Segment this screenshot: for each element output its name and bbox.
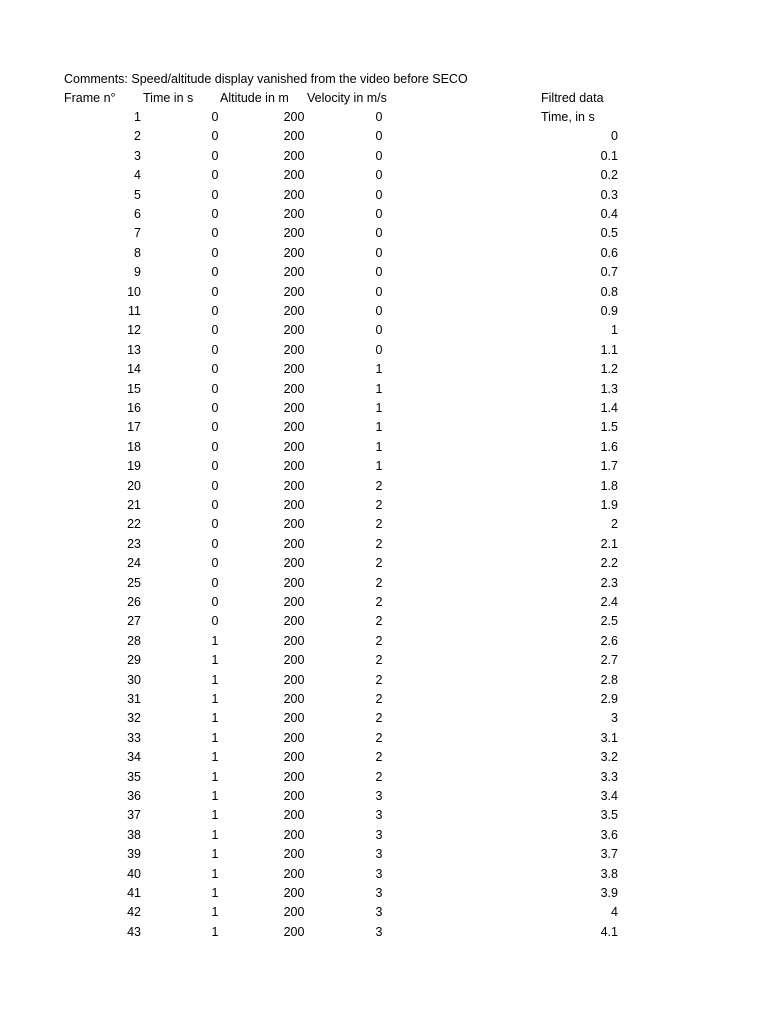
filtered-time-cell: 2 — [611, 517, 618, 532]
table-row — [0, 263, 768, 282]
velocity-cell: 2 — [375, 692, 383, 706]
table-row — [0, 127, 768, 146]
frame-cell: 26 — [127, 595, 141, 609]
velocity-cell: 0 — [375, 129, 383, 144]
table-row — [0, 884, 768, 903]
filtered-time-cell: 0.5 — [600, 226, 618, 241]
altitude-cell: 200 — [283, 575, 305, 590]
time-cell: 0 — [211, 207, 219, 221]
filtered-time-cell: 2.2 — [600, 556, 618, 571]
velocity-cell: 0 — [375, 284, 383, 299]
frame-cell: 11 — [128, 304, 141, 318]
velocity-cell: 0 — [375, 187, 383, 202]
time-cell: 1 — [211, 886, 219, 900]
table-row — [0, 205, 768, 224]
velocity-cell: 0 — [375, 168, 383, 183]
altitude-cell: 200 — [283, 207, 305, 221]
frame-cell: 21 — [127, 498, 141, 512]
velocity-cell: 2 — [375, 730, 383, 745]
time-cell: 0 — [211, 459, 219, 474]
filtered-time-cell: 0.1 — [600, 148, 618, 163]
filtered-time-cell: 0.9 — [600, 304, 618, 318]
altitude-cell: 200 — [283, 284, 305, 299]
filtered-time-cell: 2.6 — [600, 633, 618, 648]
filtered-time-cell: 3.4 — [600, 789, 618, 803]
time-cell: 1 — [211, 730, 219, 745]
altitude-cell: 200 — [283, 866, 305, 881]
table-row — [0, 360, 768, 379]
table-row — [0, 923, 768, 942]
time-cell: 0 — [211, 575, 219, 590]
velocity-cell: 3 — [375, 924, 383, 939]
altitude-cell: 200 — [283, 439, 305, 454]
velocity-cell: 2 — [375, 614, 383, 629]
frame-cell: 2 — [134, 129, 141, 144]
frame-cell: 13 — [127, 342, 141, 357]
velocity-cell: 2 — [375, 672, 383, 687]
frame-cell: 6 — [134, 207, 141, 221]
time-cell: 1 — [211, 827, 219, 842]
table-row — [0, 302, 768, 321]
filtered-time-cell: 1.4 — [600, 401, 618, 415]
header-altitude: Altitude in m — [220, 91, 289, 105]
comment-text: Comments: Speed/altitude display vanished from the video before SECO — [64, 72, 468, 86]
time-cell: 1 — [211, 633, 219, 648]
velocity-cell: 3 — [375, 847, 383, 862]
velocity-cell: 2 — [375, 769, 383, 784]
time-cell: 0 — [211, 168, 219, 183]
table-row — [0, 341, 768, 360]
filtered-time-cell: 1.7 — [600, 459, 618, 474]
frame-cell: 43 — [127, 924, 141, 939]
table-row — [0, 865, 768, 884]
frame-cell: 39 — [127, 847, 141, 862]
table-row — [0, 787, 768, 806]
frame-cell: 42 — [127, 905, 141, 920]
altitude-cell: 200 — [283, 905, 305, 920]
filtered-time-cell: 1.6 — [600, 439, 618, 454]
header-filtered-time: Time, in s — [541, 110, 595, 124]
header-filtered-title: Filtred data — [541, 91, 604, 105]
velocity-cell: 0 — [375, 148, 383, 163]
time-cell: 0 — [211, 614, 219, 629]
frame-cell: 7 — [134, 226, 141, 241]
frame-cell: 20 — [127, 478, 141, 493]
velocity-cell: 2 — [375, 653, 383, 668]
altitude-cell: 200 — [283, 692, 305, 706]
filtered-time-cell: 3.6 — [600, 827, 618, 842]
filtered-time-cell: 2.9 — [600, 692, 618, 706]
time-cell: 1 — [211, 692, 219, 706]
table-row — [0, 729, 768, 748]
altitude-cell: 200 — [283, 633, 305, 648]
table-row — [0, 632, 768, 651]
time-cell: 1 — [211, 769, 219, 784]
time-cell: 0 — [211, 517, 219, 532]
table-row — [0, 477, 768, 496]
time-cell: 0 — [211, 129, 219, 144]
time-cell: 0 — [211, 110, 219, 124]
frame-cell: 41 — [127, 886, 141, 900]
velocity-cell: 2 — [375, 556, 383, 571]
altitude-cell: 200 — [283, 362, 305, 377]
time-cell: 0 — [211, 323, 219, 338]
altitude-cell: 200 — [283, 517, 305, 532]
header-frame: Frame n° — [64, 91, 116, 105]
filtered-time-cell: 0.2 — [600, 168, 618, 183]
altitude-cell: 200 — [283, 245, 305, 260]
velocity-cell: 1 — [375, 420, 383, 435]
table-row — [0, 826, 768, 845]
filtered-time-cell: 3.7 — [600, 847, 618, 862]
filtered-time-cell: 3.2 — [600, 750, 618, 765]
velocity-cell: 1 — [375, 439, 383, 454]
time-cell: 0 — [211, 536, 219, 551]
velocity-cell: 3 — [375, 827, 383, 842]
filtered-time-cell: 0 — [611, 129, 618, 144]
frame-cell: 23 — [127, 536, 141, 551]
frame-cell: 37 — [127, 808, 141, 823]
filtered-time-cell: 0.7 — [600, 265, 618, 280]
time-cell: 0 — [211, 304, 219, 318]
velocity-cell: 2 — [375, 478, 383, 493]
table-row — [0, 612, 768, 631]
velocity-cell: 2 — [375, 575, 383, 590]
velocity-cell: 0 — [375, 207, 383, 221]
altitude-cell: 200 — [283, 711, 305, 726]
filtered-time-cell: 0.3 — [600, 187, 618, 202]
frame-cell: 17 — [127, 420, 141, 435]
frame-cell: 25 — [127, 575, 141, 590]
altitude-cell: 200 — [283, 323, 305, 338]
frame-cell: 14 — [127, 362, 141, 377]
altitude-cell: 200 — [283, 187, 305, 202]
time-cell: 1 — [211, 905, 219, 920]
table-row — [0, 244, 768, 263]
table-row — [0, 321, 768, 340]
time-cell: 0 — [211, 420, 219, 435]
altitude-cell: 200 — [283, 653, 305, 668]
table-row — [0, 574, 768, 593]
frame-cell: 29 — [127, 653, 141, 668]
table-row — [0, 748, 768, 767]
table-row — [0, 593, 768, 612]
table-row — [0, 768, 768, 787]
table-row — [0, 380, 768, 399]
altitude-cell: 200 — [283, 459, 305, 474]
velocity-cell: 3 — [375, 886, 383, 900]
velocity-cell: 2 — [375, 536, 383, 551]
frame-cell: 12 — [127, 323, 141, 338]
time-cell: 1 — [211, 653, 219, 668]
table-row — [0, 147, 768, 166]
altitude-cell: 200 — [283, 148, 305, 163]
velocity-cell: 3 — [375, 789, 383, 803]
filtered-time-cell: 3.9 — [600, 886, 618, 900]
altitude-cell: 200 — [283, 498, 305, 512]
frame-cell: 33 — [127, 730, 141, 745]
time-cell: 0 — [211, 245, 219, 260]
frame-cell: 10 — [127, 284, 141, 299]
time-cell: 0 — [211, 362, 219, 377]
time-cell: 1 — [211, 711, 219, 726]
velocity-cell: 2 — [375, 498, 383, 512]
frame-cell: 18 — [127, 439, 141, 454]
altitude-cell: 200 — [283, 304, 305, 318]
altitude-cell: 200 — [283, 827, 305, 842]
filtered-time-cell: 1 — [611, 323, 618, 338]
time-cell: 0 — [211, 284, 219, 299]
altitude-cell: 200 — [283, 536, 305, 551]
time-cell: 1 — [211, 866, 219, 881]
table-row — [0, 399, 768, 418]
filtered-time-cell: 3 — [611, 711, 618, 726]
table-row — [0, 709, 768, 728]
filtered-time-cell: 1.9 — [600, 498, 618, 512]
time-cell: 0 — [211, 478, 219, 493]
altitude-cell: 200 — [283, 769, 305, 784]
filtered-time-cell: 2.8 — [600, 672, 618, 687]
time-cell: 0 — [211, 381, 219, 396]
table-row — [0, 651, 768, 670]
frame-cell: 28 — [127, 633, 141, 648]
frame-cell: 38 — [127, 827, 141, 842]
velocity-cell: 1 — [375, 401, 383, 415]
filtered-time-cell: 3.8 — [600, 866, 618, 881]
altitude-cell: 200 — [283, 401, 305, 415]
filtered-time-cell: 2.5 — [600, 614, 618, 629]
table-row — [0, 903, 768, 922]
table-row — [0, 166, 768, 185]
velocity-cell: 0 — [375, 342, 383, 357]
time-cell: 1 — [211, 789, 219, 803]
filtered-time-cell: 1.3 — [600, 381, 618, 396]
table-row — [0, 554, 768, 573]
frame-cell: 31 — [127, 692, 141, 706]
altitude-cell: 200 — [283, 226, 305, 241]
time-cell: 0 — [211, 439, 219, 454]
filtered-time-cell: 0.8 — [600, 284, 618, 299]
table-row — [0, 418, 768, 437]
altitude-cell: 200 — [283, 129, 305, 144]
frame-cell: 27 — [127, 614, 141, 629]
filtered-time-cell: 2.7 — [600, 653, 618, 668]
time-cell: 1 — [211, 808, 219, 823]
frame-cell: 32 — [127, 711, 141, 726]
altitude-cell: 200 — [283, 556, 305, 571]
velocity-cell: 1 — [375, 362, 383, 377]
velocity-cell: 0 — [375, 265, 383, 280]
velocity-cell: 2 — [375, 633, 383, 648]
altitude-cell: 200 — [283, 342, 305, 357]
table-row — [0, 535, 768, 554]
frame-cell: 9 — [134, 265, 141, 280]
velocity-cell: 1 — [375, 459, 383, 474]
altitude-cell: 200 — [283, 478, 305, 493]
frame-cell: 15 — [127, 381, 141, 396]
frame-cell: 35 — [127, 769, 141, 784]
filtered-time-cell: 4.1 — [600, 924, 618, 939]
frame-cell: 34 — [127, 750, 141, 765]
altitude-cell: 200 — [283, 595, 305, 609]
time-cell: 0 — [211, 226, 219, 241]
table-row — [0, 186, 768, 205]
velocity-cell: 2 — [375, 595, 383, 609]
table-row — [0, 515, 768, 534]
time-cell: 0 — [211, 187, 219, 202]
filtered-time-cell: 0.4 — [600, 207, 618, 221]
frame-cell: 36 — [127, 789, 141, 803]
filtered-time-cell: 1.5 — [600, 420, 618, 435]
time-cell: 0 — [211, 342, 219, 357]
frame-cell: 30 — [127, 672, 141, 687]
filtered-time-cell: 0.6 — [600, 245, 618, 260]
altitude-cell: 200 — [283, 420, 305, 435]
frame-cell: 22 — [127, 517, 141, 532]
filtered-time-cell: 2.4 — [600, 595, 618, 609]
velocity-cell: 2 — [375, 517, 383, 532]
table-row — [0, 438, 768, 457]
filtered-time-cell: 3.3 — [600, 769, 618, 784]
frame-cell: 8 — [134, 245, 141, 260]
table-row — [0, 806, 768, 825]
velocity-cell: 0 — [375, 245, 383, 260]
velocity-cell: 1 — [375, 381, 383, 396]
frame-cell: 4 — [134, 168, 141, 183]
header-time: Time in s — [143, 91, 194, 105]
altitude-cell: 200 — [283, 730, 305, 745]
table-row — [0, 671, 768, 690]
altitude-cell: 200 — [283, 886, 305, 900]
time-cell: 0 — [211, 148, 219, 163]
altitude-cell: 200 — [283, 265, 305, 280]
frame-cell: 19 — [127, 459, 141, 474]
time-cell: 0 — [211, 401, 219, 415]
velocity-cell: 0 — [375, 110, 383, 124]
filtered-time-cell: 3.5 — [600, 808, 618, 823]
frame-cell: 16 — [127, 401, 141, 415]
table-row — [0, 457, 768, 476]
filtered-time-cell: 2.3 — [600, 575, 618, 590]
table-row — [0, 108, 768, 127]
filtered-time-cell: 2.1 — [600, 536, 618, 551]
time-cell: 1 — [211, 750, 219, 765]
velocity-cell: 2 — [375, 711, 383, 726]
altitude-cell: 200 — [283, 808, 305, 823]
time-cell: 0 — [211, 595, 219, 609]
altitude-cell: 200 — [283, 381, 305, 396]
frame-cell: 1 — [134, 110, 141, 124]
velocity-cell: 3 — [375, 905, 383, 920]
time-cell: 1 — [211, 672, 219, 687]
table-row — [0, 845, 768, 864]
velocity-cell: 3 — [375, 866, 383, 881]
filtered-time-cell: 1.2 — [600, 362, 618, 377]
table-row — [0, 283, 768, 302]
frame-cell: 24 — [127, 556, 141, 571]
time-cell: 1 — [211, 924, 219, 939]
time-cell: 1 — [211, 847, 219, 862]
filtered-time-cell: 3.1 — [600, 730, 618, 745]
frame-cell: 5 — [134, 187, 141, 202]
altitude-cell: 200 — [283, 614, 305, 629]
altitude-cell: 200 — [283, 924, 305, 939]
table-row — [0, 224, 768, 243]
velocity-cell: 3 — [375, 808, 383, 823]
table-row — [0, 496, 768, 515]
altitude-cell: 200 — [283, 789, 305, 803]
time-cell: 0 — [211, 265, 219, 280]
filtered-time-cell: 4 — [611, 905, 618, 920]
filtered-time-cell: 1.1 — [600, 342, 618, 357]
altitude-cell: 200 — [283, 847, 305, 862]
frame-cell: 40 — [127, 866, 141, 881]
filtered-time-cell: 1.8 — [600, 478, 618, 493]
header-velocity: Velocity in m/s — [307, 91, 387, 105]
table-row — [0, 690, 768, 709]
velocity-cell: 2 — [375, 750, 383, 765]
time-cell: 0 — [211, 498, 219, 512]
velocity-cell: 0 — [375, 304, 383, 318]
frame-cell: 3 — [134, 148, 141, 163]
velocity-cell: 0 — [375, 226, 383, 241]
velocity-cell: 0 — [375, 323, 383, 338]
altitude-cell: 200 — [283, 168, 305, 183]
altitude-cell: 200 — [283, 110, 305, 124]
time-cell: 0 — [211, 556, 219, 571]
altitude-cell: 200 — [283, 672, 305, 687]
altitude-cell: 200 — [283, 750, 305, 765]
